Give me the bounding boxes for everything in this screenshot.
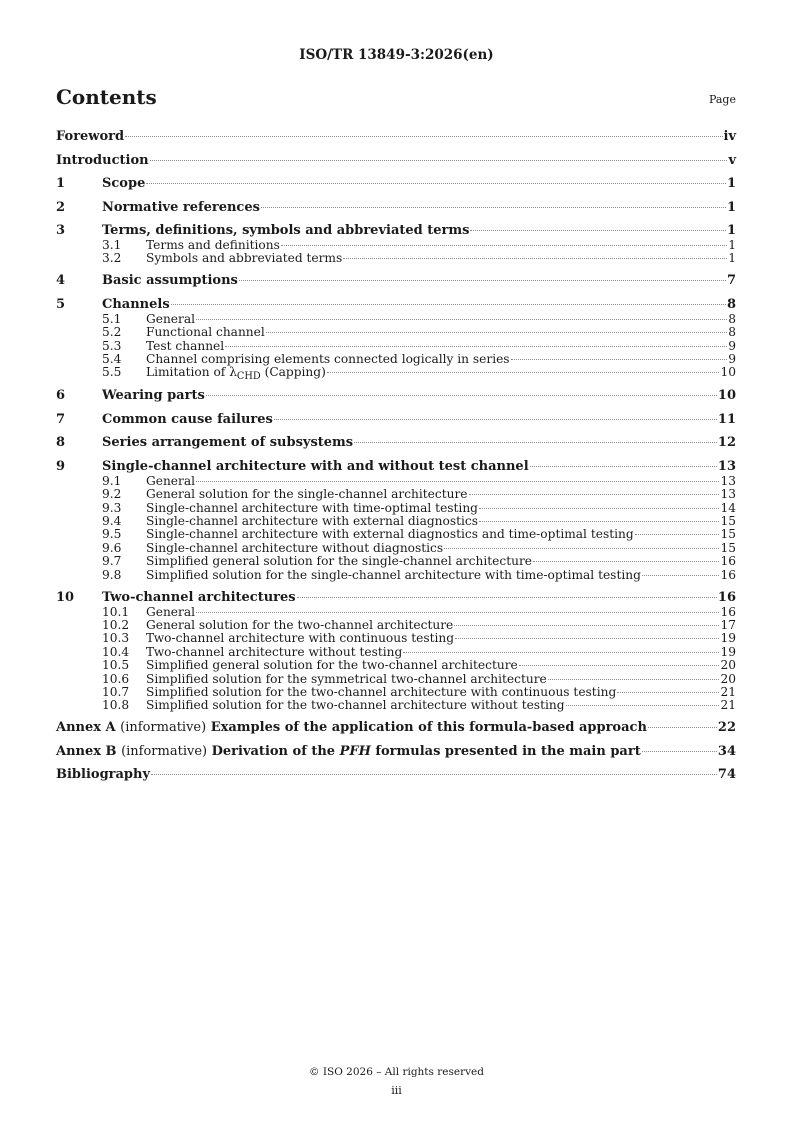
toc-entry-annex-b[interactable]: Annex B (informative) Derivation of the PFH formulas presented in the main part 34 <box>56 743 736 759</box>
dot-leader <box>327 372 720 373</box>
dot-leader <box>530 466 717 467</box>
toc-entry-single-channel[interactable]: 9 Single-channel architecture with and without test channel 13 <box>56 458 736 474</box>
dot-leader <box>150 160 728 161</box>
toc-subentry[interactable]: 9.2 General solution for the single-channel architecture 13 <box>102 487 736 502</box>
toc-entry-bibliography[interactable]: Bibliography 74 <box>56 767 736 783</box>
page-number: iii <box>391 1084 402 1097</box>
toc-subentry[interactable]: 10.6 Simplified solution for the symmetrical two-channel architecture 20 <box>102 671 736 686</box>
toc-subentry[interactable]: 10.1 General 16 <box>102 604 736 619</box>
dot-leader <box>196 612 719 613</box>
dot-leader <box>519 665 720 666</box>
dot-leader <box>533 561 720 562</box>
toc-entry-basic-assumptions[interactable]: 4 Basic assumptions 7 <box>56 273 736 289</box>
dot-leader <box>648 727 717 728</box>
toc-subentry[interactable]: 9.5 Single-channel architecture with external diagnostics and time-optimal testing 15 <box>102 527 736 542</box>
dot-leader <box>266 332 727 333</box>
toc-subentry[interactable]: 10.8 Simplified solution for the two-channel architecture without testing 21 <box>102 698 736 713</box>
toc-entry-channels[interactable]: 5 Channels 8 <box>56 296 736 312</box>
page-column-label: Page <box>708 93 736 106</box>
toc-subentry[interactable]: 9.7 Simplified general solution for the single-channel architecture 16 <box>102 554 736 569</box>
dot-leader <box>196 319 727 320</box>
toc-entry-foreword[interactable]: Foreword iv <box>56 129 736 144</box>
dot-leader <box>261 207 726 208</box>
dot-leader <box>171 304 726 305</box>
dot-leader <box>196 481 719 482</box>
table-of-contents <box>56 129 736 783</box>
toc-subentry[interactable]: 5.4 Channel comprising elements connected logically in series 9 <box>102 352 736 367</box>
toc-subentry[interactable]: 10.3 Two-channel architecture with continuous testing 19 <box>102 631 736 646</box>
toc-subentry[interactable]: 5.5 Limitation of $\lambda_{CHD}$ (Capping) 10 <box>102 365 736 383</box>
dot-leader <box>479 508 719 509</box>
toc-subentry[interactable]: 9.1 General 13 <box>102 473 736 488</box>
dot-leader <box>444 548 719 549</box>
dot-leader <box>470 230 725 231</box>
toc-entry-annex-a[interactable]: Annex A (informative) Examples of the application of this formula-based approach 22 <box>56 720 736 736</box>
toc-entry-two-channel[interactable]: 10 Two-channel architectures 16 <box>56 589 736 605</box>
toc-entry-introduction[interactable]: Introduction v <box>56 152 736 168</box>
toc-subentry[interactable]: 3.2 Symbols and abbreviated terms 1 <box>102 251 736 266</box>
dot-leader <box>479 521 720 522</box>
dot-leader <box>454 625 719 626</box>
toc-subentry[interactable]: 10.2 General solution for the two-channel architecture 17 <box>102 618 736 632</box>
capping-title: Limitation of $\lambda_{CHD}$ (Capping) <box>146 365 326 383</box>
dot-leader <box>642 751 717 752</box>
dot-leader <box>206 395 717 396</box>
copyright-notice: © ISO 2026 – All rights reserved <box>309 1066 484 1078</box>
dot-leader <box>146 183 726 184</box>
toc-subentry[interactable]: 5.2 Functional channel 8 <box>102 325 736 340</box>
toc-entry-series-arrangement[interactable]: 8 Series arrangement of subsystems 12 <box>56 435 736 451</box>
toc-entry-scope[interactable]: 1 Scope 1 <box>56 176 736 191</box>
dot-leader <box>343 258 727 259</box>
page-title: Contents <box>56 85 157 109</box>
dot-leader <box>469 494 720 495</box>
toc-subentry[interactable]: 10.5 Simplified general solution for the two-channel architecture 20 <box>102 658 736 673</box>
toc-subentry[interactable]: 9.8 Simplified solution for the single-channel architecture with time-optimal testing 16 <box>102 567 736 582</box>
dot-leader <box>642 575 720 576</box>
dot-leader <box>548 679 720 680</box>
dot-leader <box>354 442 717 443</box>
toc-subentry[interactable]: 3.1 Terms and definitions 1 <box>102 238 736 252</box>
dot-leader <box>225 346 727 347</box>
toc-subentry[interactable]: 9.4 Single-channel architecture with external diagnostics 15 <box>102 514 736 529</box>
toc-entry-normative-references[interactable]: 2 Normative references 1 <box>56 199 736 215</box>
toc-entry-common-cause-failures[interactable]: 7 Common cause failures 11 <box>56 411 736 427</box>
dot-leader <box>297 597 717 598</box>
dot-leader <box>455 638 719 639</box>
dot-leader <box>239 280 726 281</box>
dot-leader <box>635 534 720 535</box>
dot-leader <box>566 705 720 706</box>
dot-leader <box>281 245 727 246</box>
toc-subentry[interactable]: 5.3 Test channel 9 <box>102 338 736 353</box>
toc-subentry[interactable]: 9.3 Single-channel architecture with time-optimal testing 14 <box>102 500 736 515</box>
dot-leader <box>274 419 717 420</box>
dot-leader <box>617 692 719 693</box>
dot-leader <box>511 359 728 360</box>
toc-entry-terms[interactable]: 3 Terms, definitions, symbols and abbreviated terms 1 <box>56 223 736 238</box>
dot-leader <box>403 652 719 653</box>
toc-subentry[interactable]: 10.4 Two-channel architecture without testing 19 <box>102 644 736 659</box>
dot-leader <box>151 774 717 775</box>
toc-entry-wearing-parts[interactable]: 6 Wearing parts 10 <box>56 388 736 404</box>
toc-subentry[interactable]: 5.1 General 8 <box>102 311 736 326</box>
document-header: ISO/TR 13849-3:2026(en) <box>299 47 494 63</box>
toc-subentry[interactable]: 10.7 Simplified solution for the two-channel architecture with continuous testing 21 <box>102 685 736 700</box>
dot-leader <box>125 136 722 137</box>
toc-subentry[interactable]: 9.6 Single-channel architecture without diagnostics 15 <box>102 540 736 555</box>
